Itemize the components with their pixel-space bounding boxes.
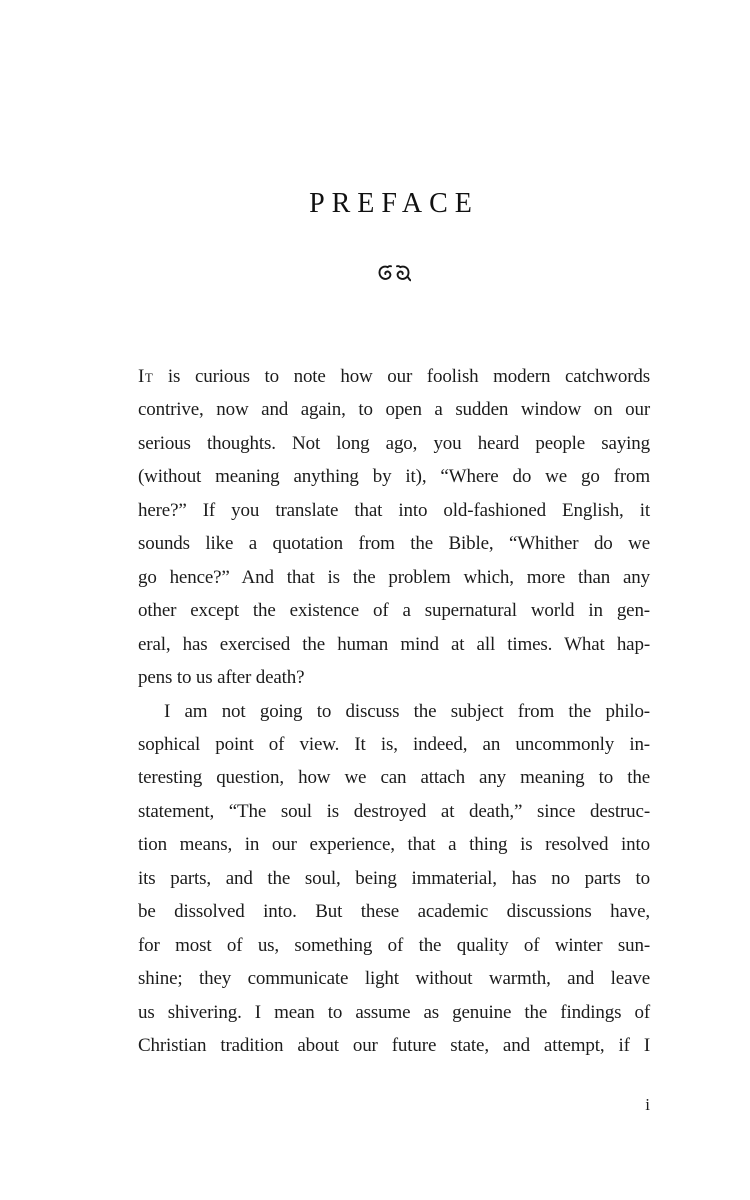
text-line: pens to us after death? (138, 667, 305, 689)
page-title: PREFACE (309, 188, 479, 219)
text-line: shine; they communicate light without warmth, and leave (138, 968, 650, 990)
paragraph-2 (138, 695, 650, 1063)
text-line: here?” If you translate that into old-fashioned English, it (138, 499, 650, 521)
text-line: other except the existence of a supernatural world in gen- (138, 600, 650, 622)
text-line: serious thoughts. Not long ago, you heard people saying (138, 432, 650, 454)
text-line: for most of us, something of the quality of winter sun- (138, 934, 650, 956)
text-line: its parts, and the soul, being immaterial, has no parts to (138, 867, 650, 889)
text-line (138, 360, 650, 393)
text-line: (without meaning anything by it), “Where do we go from (138, 466, 650, 488)
text-line-rest: is curious to note how our foolish modern catchwords (153, 366, 650, 387)
text-line: tion means, in our experience, that a thing is resolved into (138, 834, 650, 856)
text-line: I am not going to discuss the subject from the philo- (164, 700, 650, 722)
text-line: sophical point of view. It is, indeed, an uncommonly in- (138, 733, 650, 755)
preface-text (138, 360, 650, 1063)
fleuron-ornament (138, 264, 650, 283)
paragraph-1 (138, 360, 650, 695)
text-line: go hence?” And that is the problem which, more than any (138, 566, 650, 588)
text-line: Christian tradition about our future state, and attempt, if I (138, 1035, 650, 1057)
text-line: teresting question, how we can attach any meaning to the (138, 767, 650, 789)
text-line: be dissolved into. But these academic discussions have, (138, 901, 650, 923)
smallcaps-lead: It (138, 366, 154, 387)
text-line: sounds like a quotation from the Bible, “Whither do we (138, 533, 650, 555)
page-number: i (645, 1095, 650, 1114)
text-line: statement, “The soul is destroyed at death,” since destruc- (138, 800, 650, 822)
text-line: us shivering. I mean to assume as genuine the findings of (138, 1001, 650, 1023)
text-line: eral, has exercised the human mind at all times. What hap- (138, 633, 650, 655)
text-line: contrive, now and again, to open a sudden window on our (138, 399, 650, 421)
double-spiral-icon (377, 264, 411, 283)
